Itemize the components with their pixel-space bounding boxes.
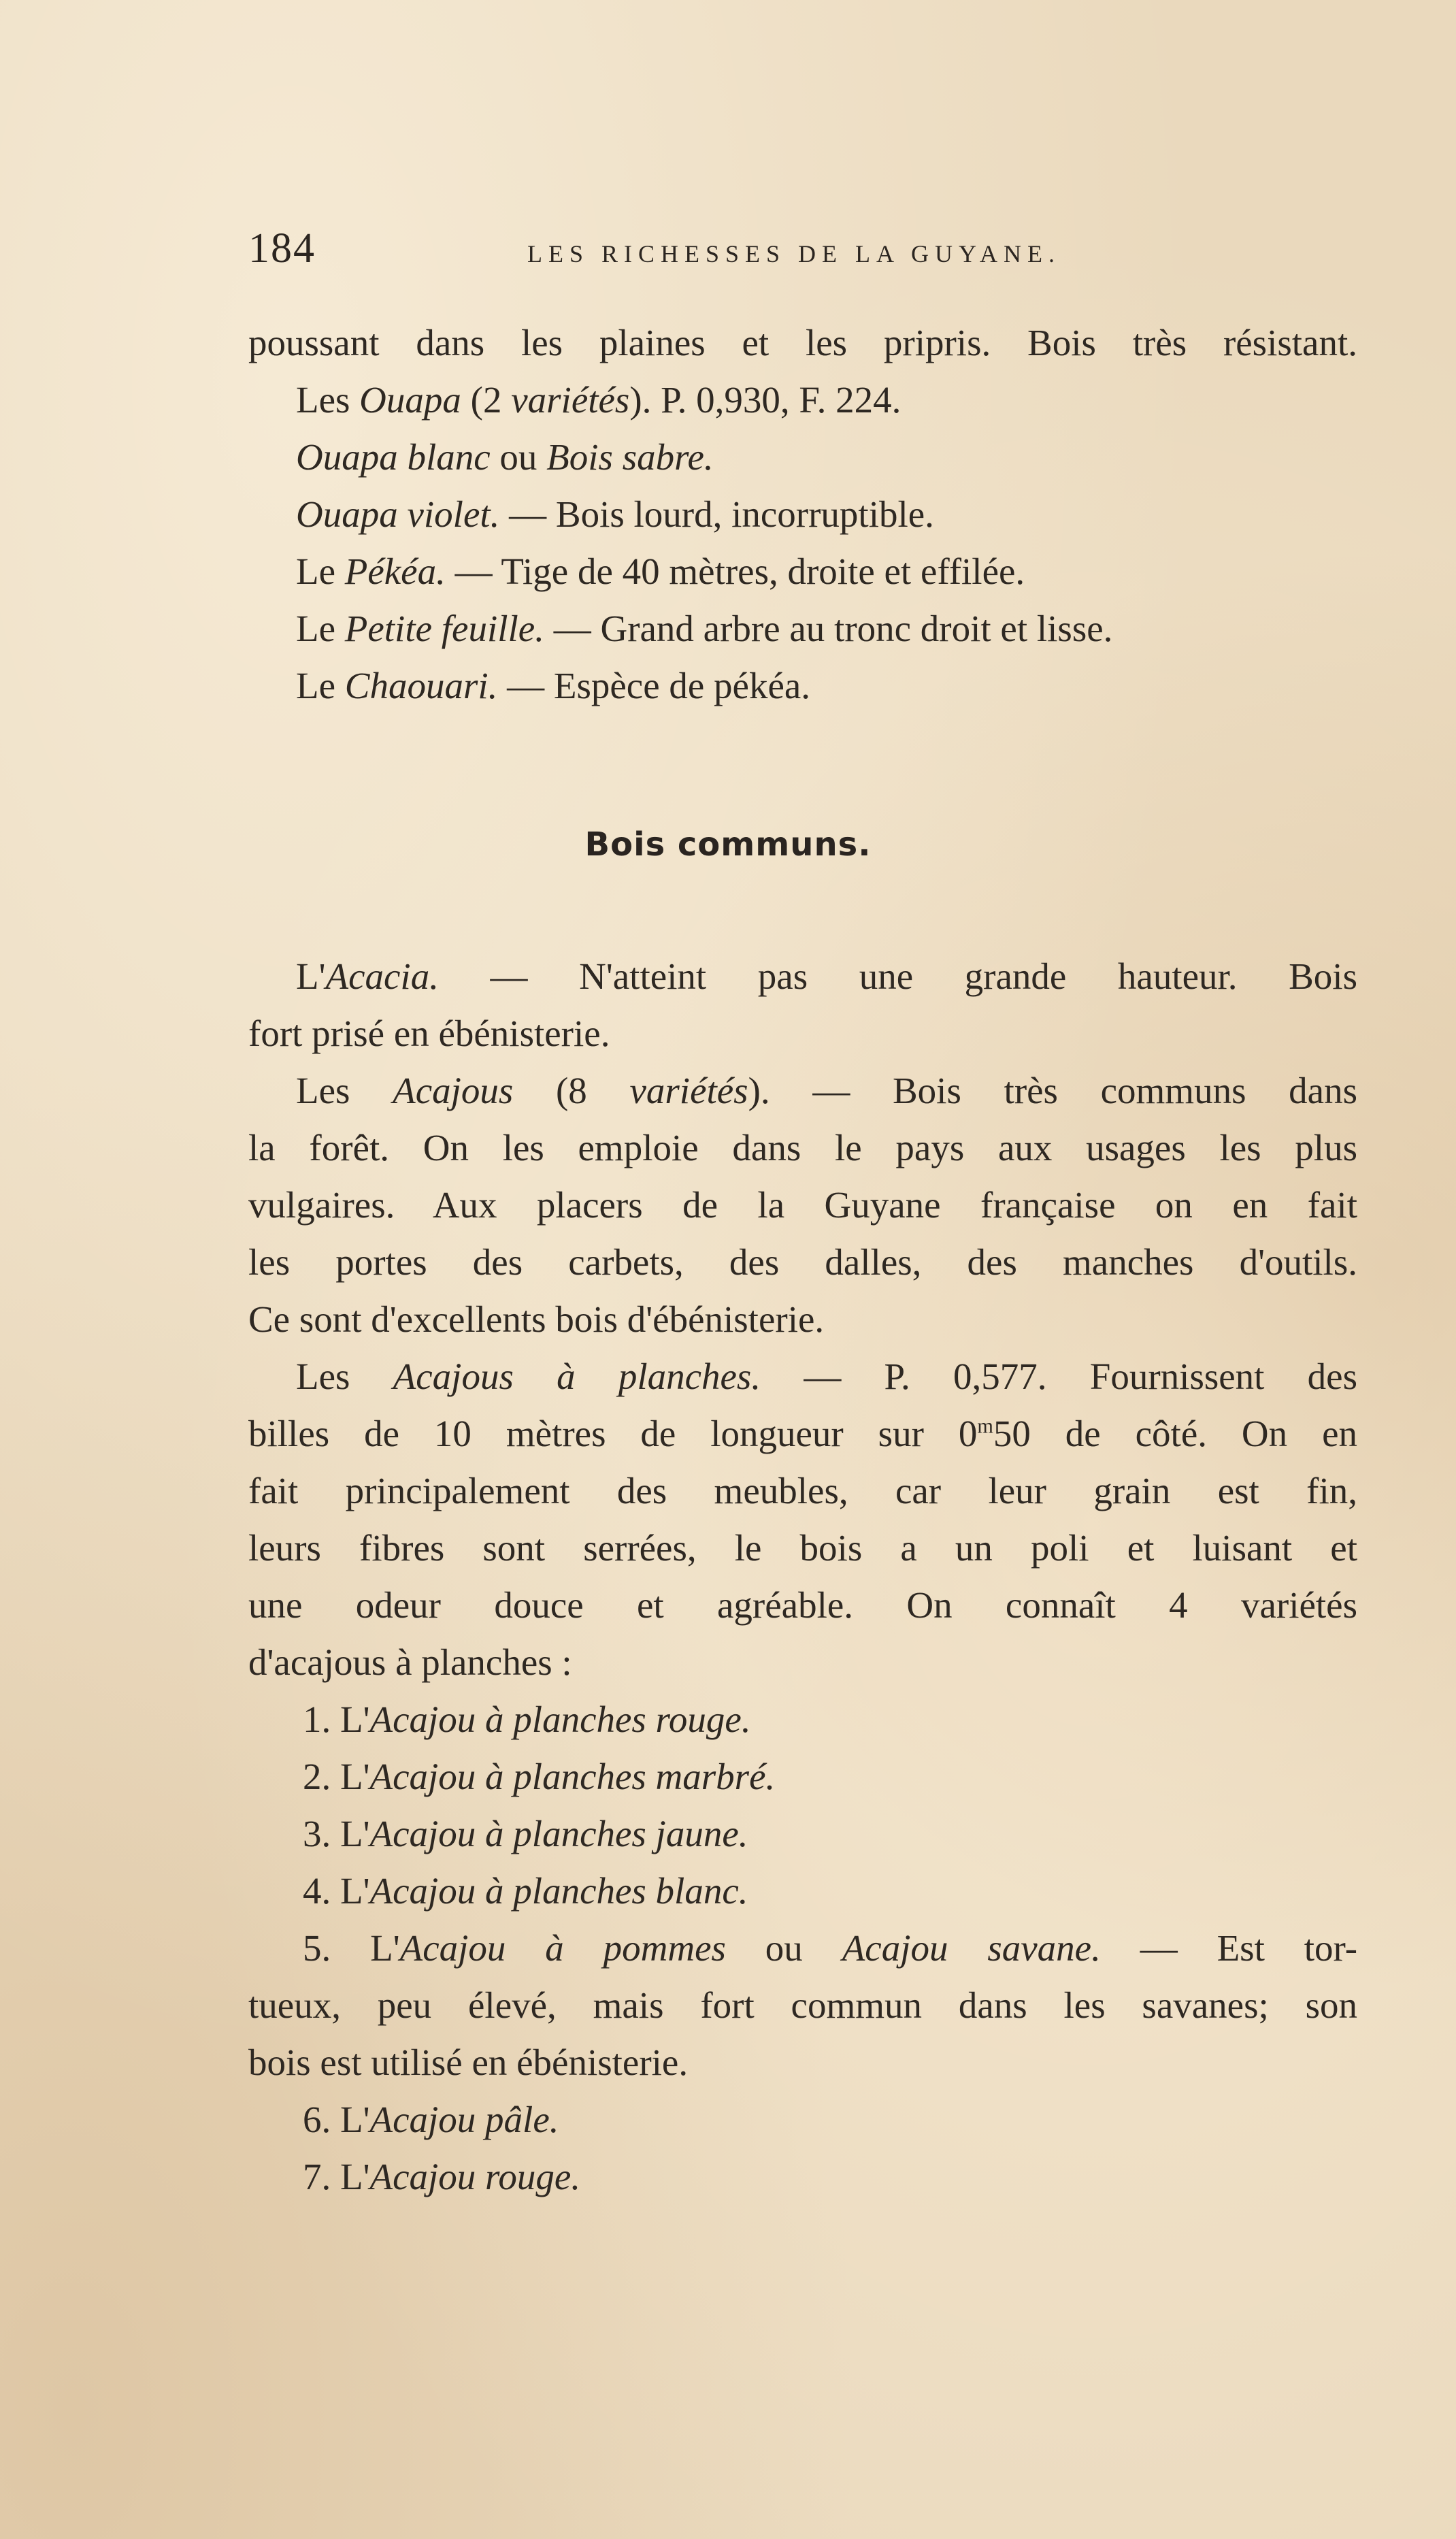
text: ou xyxy=(725,1927,842,1969)
text: Les xyxy=(296,1356,393,1397)
text: ou xyxy=(490,436,547,478)
superscript: m xyxy=(977,1414,993,1438)
species-name: Acajou à planches rouge. xyxy=(369,1699,751,1740)
species-name: Acajou à planches marbré. xyxy=(369,1756,776,1797)
species-name: Acajou à planches blanc. xyxy=(369,1870,748,1912)
entry-acajous-planches xyxy=(248,1358,1357,1395)
text: billes de 10 mètres de longueur sur 0 xyxy=(248,1413,978,1454)
list-number: 6. xyxy=(303,2099,340,2140)
text-line: Ce sont d'excellents bois d'ébénisterie. xyxy=(248,1298,825,1340)
entry-chaouari xyxy=(248,667,810,704)
text-line: les portes des carbets, des dalles, des manches d'outils. xyxy=(248,1241,1357,1283)
list-item xyxy=(248,1815,748,1852)
entry-ouapa-blanc xyxy=(248,438,714,476)
list-item xyxy=(248,1929,1357,1967)
species-name: Chaouari. xyxy=(344,665,498,706)
text-line: bois est utilisé en ébénisterie. xyxy=(248,2042,689,2083)
species-name: Acajou pâle. xyxy=(369,2099,559,2140)
species-name: Acajou à pommes xyxy=(399,1927,726,1969)
text: L' xyxy=(370,1927,400,1969)
text: — P. 0,577. Fournissent des xyxy=(761,1356,1357,1397)
section-heading: Bois communs. xyxy=(584,825,872,864)
text-line: fort prisé en ébénisterie. xyxy=(248,1013,610,1054)
text: Le xyxy=(296,608,345,649)
species-name: Acajou rouge. xyxy=(369,2156,581,2197)
species-name: Ouapa violet. xyxy=(296,493,500,535)
list-item xyxy=(248,1872,748,1910)
text: — Tige de 40 mètres, droite et effilée. xyxy=(445,551,1025,592)
species-name: Ouapa xyxy=(359,379,461,421)
page-header xyxy=(248,225,1357,286)
list-item xyxy=(248,1701,751,1738)
text-line: la forêt. On les emploie dans le pays aux usages les plus xyxy=(248,1127,1357,1168)
entry-ouapa xyxy=(248,381,901,419)
text-line: d'acajous à planches : xyxy=(248,1641,572,1683)
text-line: vulgaires. Aux placers de la Guyane française on en fait xyxy=(248,1184,1357,1226)
species-name: Ouapa blanc xyxy=(296,436,491,478)
text: — Est tor- xyxy=(1100,1927,1358,1969)
entry-ouapa-violet xyxy=(248,495,934,533)
species-name: Acajou savane. xyxy=(842,1927,1101,1969)
species-name: Acajous xyxy=(393,1070,514,1111)
list-number: 7. xyxy=(303,2156,340,2197)
text: L' xyxy=(340,2099,370,2140)
text-line: poussant dans les plaines et les pripris. Bois très résistant. xyxy=(248,322,1357,363)
list-item xyxy=(248,1758,775,1795)
list-number: 2. xyxy=(303,1756,340,1797)
running-title: LES RICHESSES DE LA GUYANE. xyxy=(527,240,1061,267)
text: Les xyxy=(296,1070,393,1111)
text: L' xyxy=(340,1699,370,1740)
text: L' xyxy=(340,1756,370,1797)
species-name: Bois sabre. xyxy=(546,436,714,478)
text: — Bois lourd, incorruptible. xyxy=(499,493,934,535)
species-name: Acajous à planches. xyxy=(393,1356,761,1397)
text: — N'atteint pas une grande hauteur. Bois xyxy=(438,955,1357,997)
text: (2 xyxy=(461,379,512,421)
species-name: Pékéa. xyxy=(344,551,446,592)
text-line: une odeur douce et agréable. On connaît 4 variétés xyxy=(248,1584,1357,1626)
page-number: 184 xyxy=(248,225,316,272)
text-line: fait principalement des meubles, car leur grain est fin, xyxy=(248,1470,1357,1511)
species-name: Petite feuille. xyxy=(344,608,544,649)
list-number: 1. xyxy=(303,1699,340,1740)
species-name: Acacia. xyxy=(325,955,439,997)
text: — Grand arbre au tronc droit et lisse. xyxy=(544,608,1113,649)
list-item xyxy=(248,2158,580,2195)
text-italic: variétés xyxy=(511,379,630,421)
entry-acacia xyxy=(248,957,1357,995)
entry-acajous xyxy=(248,1072,1357,1109)
entry-petite-feuille xyxy=(248,610,1112,647)
text: (8 xyxy=(513,1070,630,1111)
text: 50 de côté. On en xyxy=(993,1413,1357,1454)
text: Le xyxy=(296,551,345,592)
text: Les xyxy=(296,379,360,421)
text: — Espèce de pékéa. xyxy=(497,665,811,706)
text-line: tueux, peu élevé, mais fort commun dans les savanes; son xyxy=(248,1984,1357,2026)
text: ). — Bois très communs dans xyxy=(748,1070,1357,1111)
text-italic: variétés xyxy=(629,1070,748,1111)
text: ). P. 0,930, F. 224. xyxy=(629,379,901,421)
text-line xyxy=(248,1415,1357,1452)
entry-pekea xyxy=(248,553,1025,590)
text: Le xyxy=(296,665,345,706)
list-item xyxy=(248,2101,559,2138)
text: L' xyxy=(340,1870,370,1912)
text: L' xyxy=(296,955,326,997)
text-line: leurs fibres sont serrées, le bois a un poli et luisant et xyxy=(248,1527,1357,1569)
text: L' xyxy=(340,1813,370,1854)
species-name: Acajou à planches jaune. xyxy=(369,1813,748,1854)
text: L' xyxy=(340,2156,370,2197)
list-number: 5. xyxy=(303,1927,371,1969)
list-number: 4. xyxy=(303,1870,340,1912)
list-number: 3. xyxy=(303,1813,340,1854)
